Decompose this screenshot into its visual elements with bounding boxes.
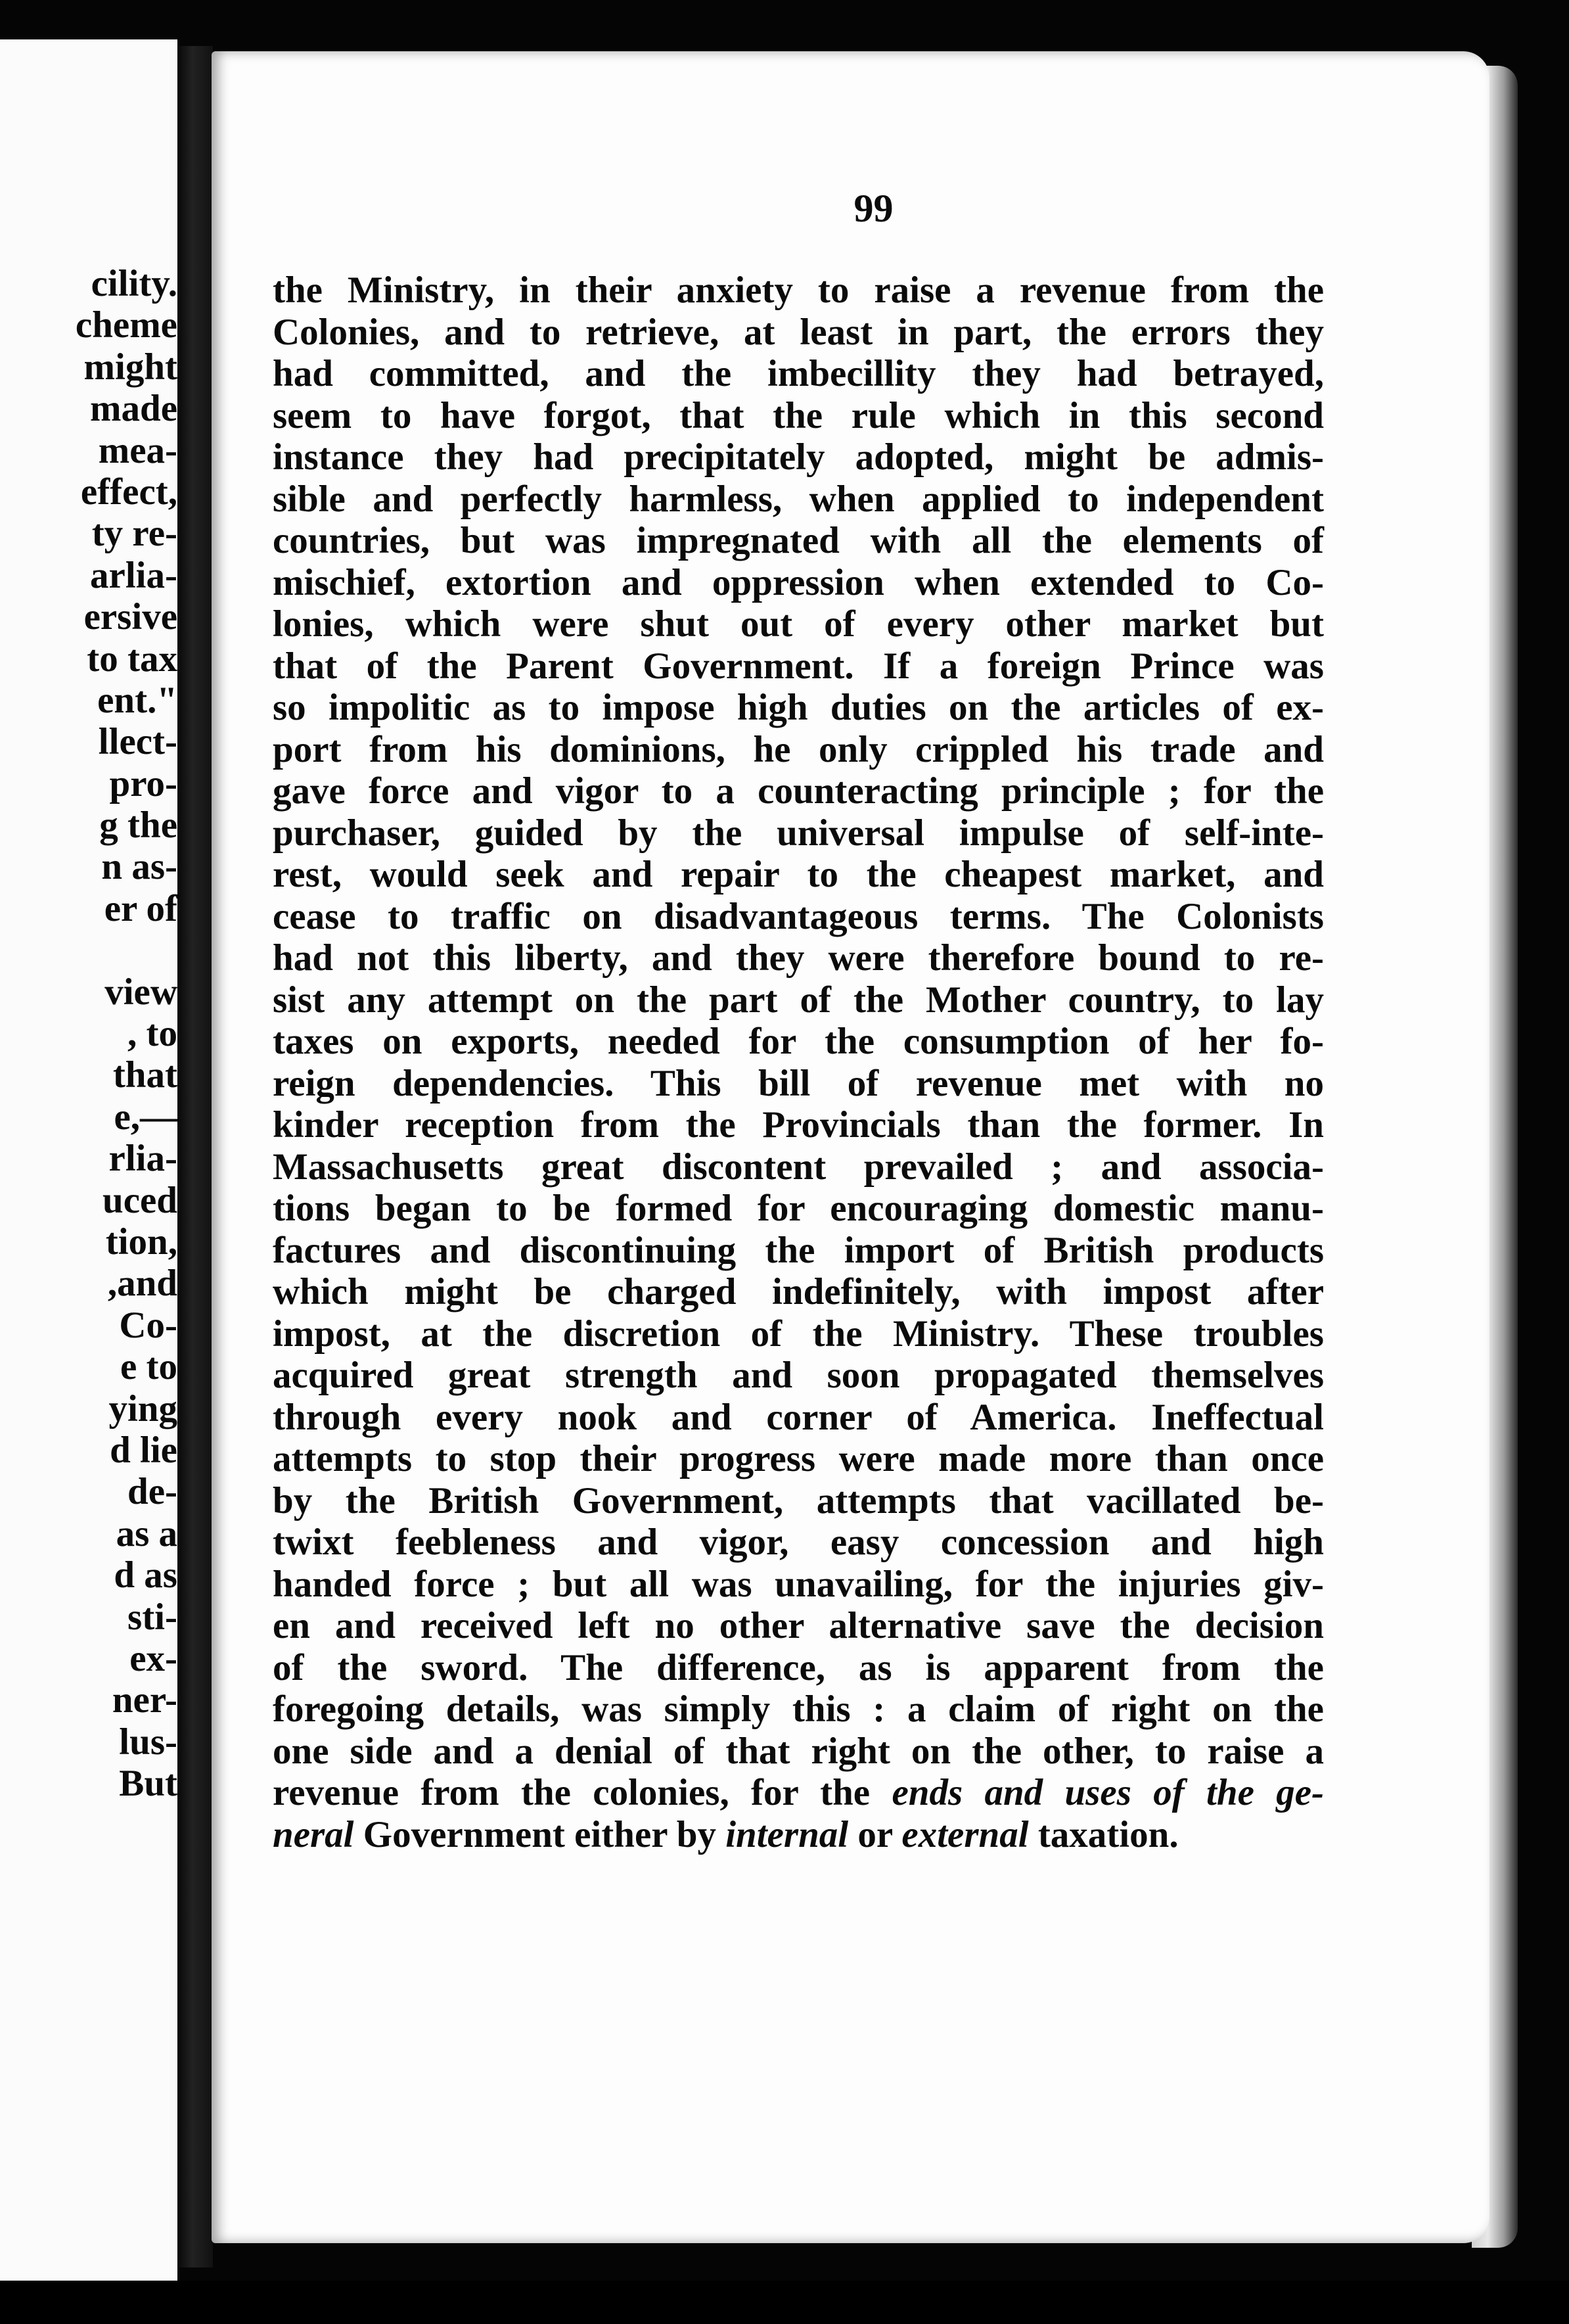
previous-page-line <box>0 929 177 971</box>
text-line <box>273 1146 1324 1188</box>
text-run: had not this liberty, and they were therefore bound to re- <box>273 937 1324 979</box>
text-line <box>273 854 1324 896</box>
italic-text-run: neral <box>273 1813 354 1855</box>
text-line <box>273 729 1324 771</box>
text-run: attempts to stop their progress were made more than once <box>273 1438 1324 1479</box>
text-run: Colonies, and to retrieve, at least in part, the errors they <box>273 311 1324 353</box>
text-run: mischief, extortion and oppression when extended to Co- <box>273 561 1324 603</box>
previous-page-line: uced <box>102 1179 177 1221</box>
previous-page-line: ying <box>108 1387 177 1429</box>
text-line <box>273 1647 1324 1689</box>
text-line <box>273 1731 1324 1773</box>
previous-page-line: ersive <box>83 596 177 638</box>
text-line <box>273 603 1324 645</box>
text-run: kinder reception from the Provincials than the former. In <box>273 1104 1324 1146</box>
previous-page-line: mea- <box>98 429 177 471</box>
text-run: port from his dominions, he only crippled his trade and <box>273 728 1324 770</box>
text-line <box>273 1313 1324 1355</box>
text-run: purchaser, guided by the universal impulse of self-inte- <box>273 812 1324 854</box>
text-line <box>273 937 1324 979</box>
text-line <box>273 1355 1324 1397</box>
text-line <box>273 1605 1324 1647</box>
text-line <box>273 687 1324 729</box>
text-run: one side and a denial of that right on the other, to raise a <box>273 1730 1324 1772</box>
text-line <box>273 562 1324 604</box>
text-run: reign dependencies. This bill of revenue met with no <box>273 1062 1324 1104</box>
text-run: that of the Parent Government. If a foreign Prince was <box>273 645 1324 687</box>
text-line <box>273 1104 1324 1146</box>
text-run: or <box>848 1813 902 1855</box>
text-run: Government either by <box>353 1813 726 1855</box>
text-line <box>273 770 1324 812</box>
text-run: taxes on exports, needed for the consumption of her fo- <box>273 1021 1324 1062</box>
previous-page-line: that <box>112 1054 177 1096</box>
previous-page-line: e to <box>120 1346 177 1388</box>
previous-page-line: rlia- <box>108 1138 177 1180</box>
text-line <box>273 353 1324 395</box>
text-line <box>273 478 1324 521</box>
previous-page-line: n as- <box>101 846 177 888</box>
text-run: handed force ; but all was unavailing, for the injuries giv- <box>273 1563 1324 1605</box>
current-page <box>212 51 1489 2243</box>
page-body-text <box>273 269 1324 1855</box>
previous-page-line: might <box>83 346 177 388</box>
scan-border <box>0 2281 1569 2324</box>
book-gutter <box>179 46 213 2267</box>
previous-page-line: ty re- <box>91 513 177 555</box>
previous-page-line: pro- <box>109 762 177 804</box>
previous-page-line: d as <box>114 1554 177 1596</box>
text-run: by the British Government, attempts that vacillated be- <box>273 1479 1324 1522</box>
text-line <box>273 1230 1324 1272</box>
text-line <box>273 1438 1324 1480</box>
previous-page-line: effect, <box>80 471 177 513</box>
previous-page-line: cheme <box>75 304 177 346</box>
previous-page-line: as a <box>116 1512 177 1554</box>
previous-page-line: arlia- <box>90 554 177 596</box>
text-run: had committed, and the imbecillity they had betrayed, <box>273 353 1324 394</box>
text-line <box>273 1814 1324 1856</box>
text-line <box>273 269 1324 312</box>
text-run: sist any attempt on the part of the Mother country, to lay <box>273 979 1324 1021</box>
text-line <box>273 1688 1324 1731</box>
text-run: cease to traffic on disadvantageous terms. The Colonists <box>273 895 1324 937</box>
previous-page-line: de- <box>127 1471 177 1513</box>
previous-page-line: ,and <box>107 1263 177 1305</box>
text-run: taxation. <box>1028 1813 1179 1855</box>
page-number: 99 <box>853 187 894 230</box>
previous-page-line: cility. <box>91 263 177 304</box>
italic-text-run: external <box>901 1813 1029 1855</box>
text-line <box>273 812 1324 854</box>
text-run: which might be charged indefinitely, with impost after <box>273 1271 1324 1313</box>
text-line <box>273 1772 1324 1814</box>
text-run: en and received left no other alternative save the decision <box>273 1605 1324 1646</box>
previous-page-line: , to <box>127 1013 177 1055</box>
text-run: of the sword. The difference, as is apparent from the <box>273 1646 1324 1688</box>
previous-page-text <box>0 263 177 1804</box>
text-line <box>273 645 1324 687</box>
text-line <box>273 1188 1324 1230</box>
text-run: countries, but was impregnated with all the elements of <box>273 520 1324 561</box>
text-line <box>273 1063 1324 1105</box>
text-run: the Ministry, in their anxiety to raise a revenue from the <box>273 269 1324 311</box>
text-line <box>273 1271 1324 1313</box>
previous-page-line: view <box>104 971 177 1013</box>
previous-page-line: ner- <box>112 1679 177 1721</box>
text-run: revenue from the colonies, for the <box>273 1772 892 1813</box>
previous-page-line: g the <box>99 804 177 847</box>
text-line <box>273 1021 1324 1063</box>
text-run: tions began to be formed for encouraging domestic manu- <box>273 1188 1324 1229</box>
text-run: sible and perfectly harmless, when applied to independent <box>273 478 1324 520</box>
text-run: gave force and vigor to a counteracting principle ; for the <box>273 770 1324 812</box>
text-line <box>273 1480 1324 1522</box>
previous-page-line: But <box>119 1763 177 1805</box>
text-line <box>273 520 1324 562</box>
previous-page-line: ex- <box>129 1637 177 1679</box>
text-line <box>273 1397 1324 1439</box>
text-run: Massachusetts great discontent prevailed ; and associa- <box>273 1146 1324 1188</box>
text-run: through every nook and corner of America. Ineffectual <box>273 1396 1324 1438</box>
text-run: lonies, which were shut out of every other market but <box>273 603 1324 645</box>
previous-page-line: tion, <box>105 1220 177 1263</box>
previous-page-line: e,— <box>114 1096 177 1138</box>
text-line <box>273 896 1324 938</box>
previous-page-line: Co- <box>119 1304 177 1346</box>
text-run: rest, would seek and repair to the cheapest market, and <box>273 854 1324 895</box>
previous-page-line: ent." <box>97 679 177 721</box>
text-run: twixt feebleness and vigor, easy concession and high <box>273 1522 1324 1563</box>
previous-page <box>0 39 177 2287</box>
text-run: seem to have forgot, that the rule which in this second <box>273 394 1324 436</box>
text-line <box>273 979 1324 1021</box>
text-run: instance they had precipitately adopted, might be admis- <box>273 436 1324 478</box>
previous-page-line: lus- <box>119 1721 177 1763</box>
text-line <box>273 1522 1324 1564</box>
text-line <box>273 395 1324 437</box>
previous-page-line: made <box>90 388 177 430</box>
previous-page-line: d lie <box>110 1429 177 1471</box>
text-run: impost, at the discretion of the Ministry. These troubles <box>273 1313 1324 1355</box>
previous-page-line: llect- <box>98 721 177 763</box>
text-line <box>273 436 1324 478</box>
italic-text-run: internal <box>725 1813 849 1855</box>
text-run: so impolitic as to impose high duties on the articles of ex- <box>273 687 1324 728</box>
italic-text-run: ends and uses of the ge- <box>892 1772 1324 1813</box>
text-run: factures and discontinuing the import of British products <box>273 1229 1324 1271</box>
previous-page-line: to tax <box>87 638 177 680</box>
text-line <box>273 312 1324 354</box>
previous-page-line: sti- <box>127 1596 177 1638</box>
text-line <box>273 1564 1324 1606</box>
text-run: foregoing details, was simply this : a claim of right on the <box>273 1688 1324 1730</box>
previous-page-line: er of <box>104 887 177 929</box>
text-run: acquired great strength and soon propagated themselves <box>273 1355 1324 1396</box>
